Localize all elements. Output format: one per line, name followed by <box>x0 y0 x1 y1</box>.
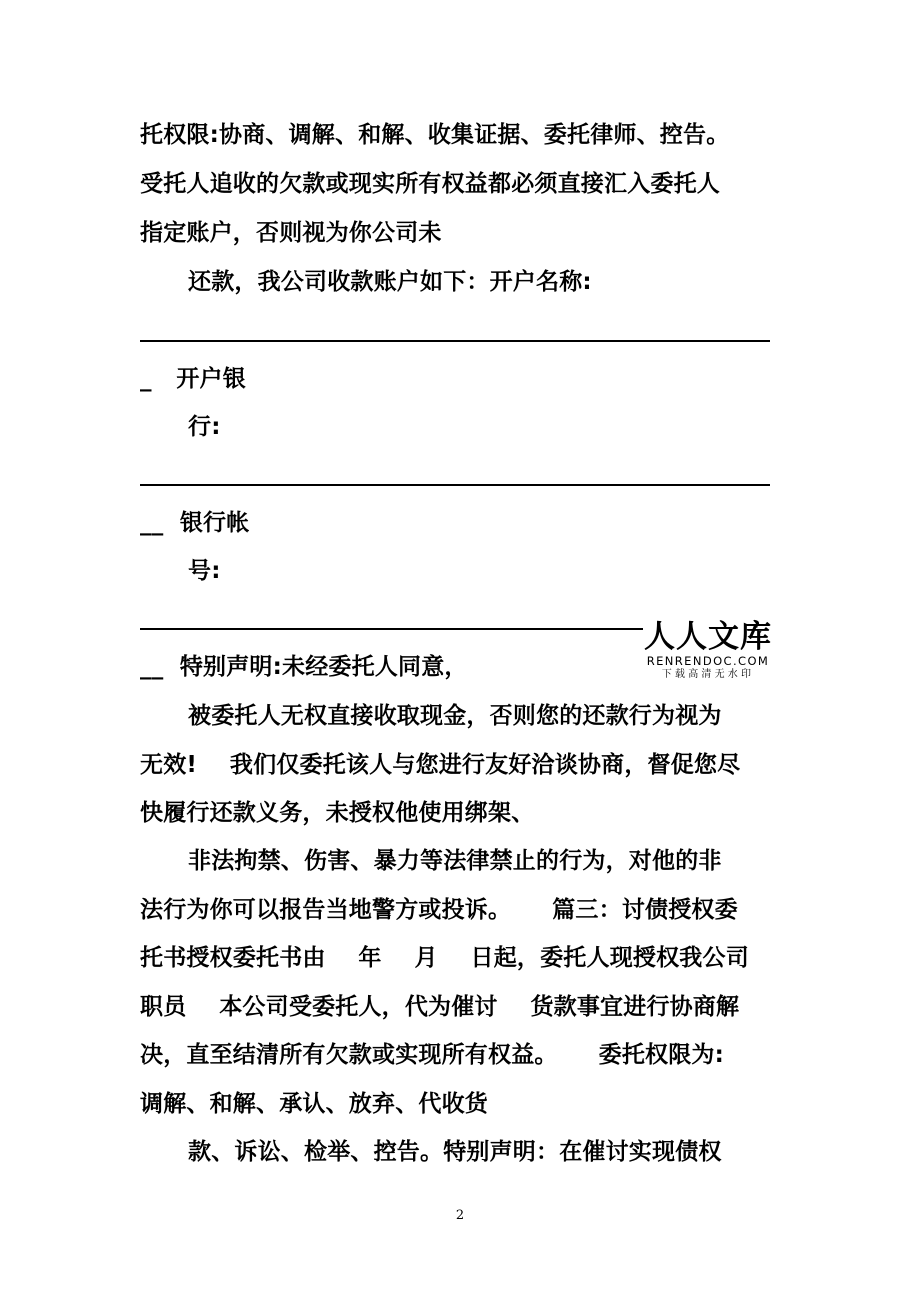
text-line: 决，直至结清所有欠款或实现所有权益。 委托权限为: <box>140 1042 725 1068</box>
watermark-tagline: 下载高清无水印 <box>661 669 755 680</box>
text-line: 无效! 我们仅委托该人与您进行友好洽谈协商，督促您尽 <box>140 752 741 778</box>
text-line: 还款，我公司收款账户如下：开户名称: <box>188 269 592 295</box>
text-line: 被委托人无权直接收取现金，否则您的还款行为视为 <box>188 703 722 729</box>
text-line: 职员 本公司受委托人，代为催讨 货款事宜进行协商解 <box>140 994 740 1020</box>
fill-in-underline <box>140 484 770 486</box>
text-line: 款、诉讼、检举、控告。特别声明：在催讨实现债权 <box>188 1139 722 1165</box>
text-line: 托权限:协商、调解、和解、收集证据、委托律师、控告。 <box>140 122 730 148</box>
text-line: __ 特别声明:未经委托人同意， <box>140 654 468 680</box>
fill-in-underline <box>140 628 650 630</box>
watermark-site: RENRENDOC.COM <box>646 654 770 668</box>
page-number: 2 <box>455 1208 465 1223</box>
watermark-title: 人人文库 <box>644 619 772 655</box>
text-line: _ 开户银 <box>140 366 246 392</box>
watermark-logo <box>643 620 773 682</box>
text-line: 快履行还款义务，未授权他使用绑架、 <box>140 800 535 826</box>
text-line: 法行为你可以报告当地警方或投诉。 篇三：讨债授权委 <box>140 897 738 923</box>
text-line: 非法拘禁、伤害、暴力等法律禁止的行为，对他的非 <box>188 848 722 874</box>
text-line: __ 银行帐 <box>140 510 250 536</box>
text-line: 行: <box>188 414 221 440</box>
text-line: 受托人追收的欠款或现实所有权益都必须直接汇入委托人 <box>140 171 720 197</box>
text-line: 号: <box>188 558 221 584</box>
text-line: 托书授权委托书由 年 月 日起，委托人现授权我公司 <box>140 945 749 971</box>
text-line: 指定账户，否则视为你公司未 <box>140 220 442 246</box>
text-line: 调解、和解、承认、放弃、代收货 <box>140 1091 488 1117</box>
fill-in-underline <box>140 340 770 342</box>
